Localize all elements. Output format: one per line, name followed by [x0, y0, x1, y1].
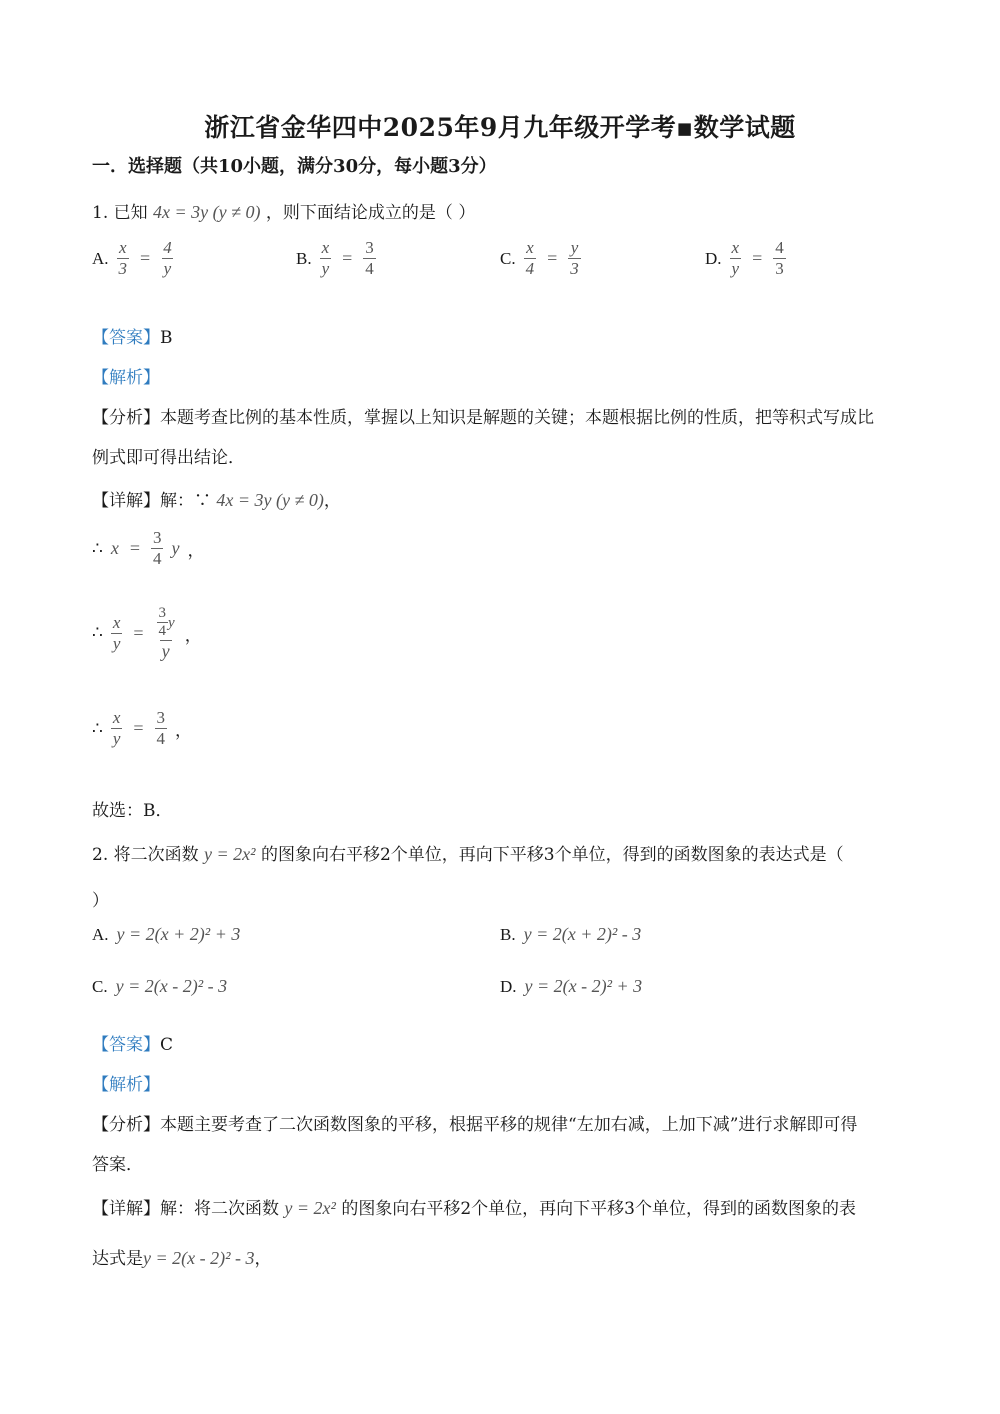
- q2-answer: 【答案】C: [92, 1035, 174, 1055]
- section-heading: 一．选择题（共10小题，满分30分，每小题3分）: [92, 156, 497, 177]
- fraction: $\frac{3}{4}$: [365, 238, 374, 278]
- q2-jiexi-tag: 【解析】: [92, 1075, 160, 1095]
- q1-step-3: ∴ $\frac{x}{y}$ = $\frac{3}{4}$ ，: [92, 708, 193, 748]
- q2-option-b[interactable]: B. y = 2(x + 2)² - 3: [500, 924, 642, 944]
- question-1-stem-rest: ，则下面结论成立的是（ ）: [265, 203, 476, 223]
- question-1-number: 1. 已知: [92, 203, 148, 223]
- question-2-stem: 2. 将二次函数 y = 2x² 的图象向右平移2个单位，再向下平移3个单位，得到的函数图象的表达式是（: [92, 844, 844, 865]
- q1-analysis-line2: 例式即可得出结论．: [92, 448, 245, 468]
- question-1-condition: 4x = 3y (y ≠ 0): [153, 202, 261, 222]
- fraction: $\frac{y}{3}$: [570, 238, 579, 278]
- q1-option-c[interactable]: C. $\frac{x}{4}$ = $\frac{y}{3}$: [500, 238, 579, 278]
- fraction: $\frac{x}{y}$: [731, 238, 740, 278]
- q2-option-c[interactable]: C. y = 2(x - 2)² - 3: [92, 976, 228, 996]
- q2-detail-line1: 【详解】解：将二次函数 y = 2x² 的图象向右平移2个单位，再向下平移3个单位，得到的函数图象的表: [92, 1198, 856, 1219]
- q1-detail-intro: 【详解】解：∵ 4x = 3y (y ≠ 0)，: [92, 490, 341, 511]
- q2-option-a[interactable]: A. y = 2(x + 2)² + 3: [92, 924, 241, 944]
- fraction: $\frac{4}{3}$: [775, 238, 784, 278]
- q2-analysis-line1: 【分析】本题主要考查了二次函数图象的平移，根据平移的规律“左加右减，上加下减”进行求解即可得: [92, 1115, 858, 1135]
- q1-option-b[interactable]: B. $\frac{x}{y}$ = $\frac{3}{4}$: [296, 238, 374, 278]
- q1-step-1: ∴ x = $\frac{3}{4}$ y ，: [92, 528, 205, 568]
- q1-step-2: ∴ $\frac{x}{y}$ = $\frac{3}{4}$ y y ，: [92, 605, 202, 661]
- fraction: $\frac{x}{4}$: [525, 238, 535, 278]
- fraction: $\frac{x}{3}$: [118, 238, 128, 278]
- question-2-stem-end: ）: [92, 891, 109, 911]
- q2-detail-line2: 达式是y = 2(x - 2)² - 3，: [92, 1248, 272, 1269]
- fraction: $\frac{x}{y}$: [321, 238, 330, 278]
- q2-option-d[interactable]: D. y = 2(x - 2)² + 3: [500, 976, 643, 996]
- q2-analysis-line2: 答案．: [92, 1155, 143, 1175]
- q1-jiexi-tag: 【解析】: [92, 368, 160, 388]
- question-1-stem: [92, 198, 475, 223]
- q1-analysis-line1: 【分析】本题考查比例的基本性质，掌握以上知识是解题的关键；本题根据比例的性质，把等积式写成比: [92, 408, 874, 428]
- page-title: 浙江省金华四中2025年9月九年级开学考▪数学试题: [204, 113, 796, 142]
- q1-option-d[interactable]: D. $\frac{x}{y}$ = $\frac{4}{3}$: [705, 238, 784, 278]
- q1-final-choice: 故选：B．: [92, 801, 173, 821]
- q1-answer: 【答案】B: [92, 328, 173, 348]
- fraction: $\frac{4}{y}$: [163, 238, 172, 278]
- q1-option-a[interactable]: A. $\frac{x}{3}$ = $\frac{4}{y}$: [92, 238, 172, 278]
